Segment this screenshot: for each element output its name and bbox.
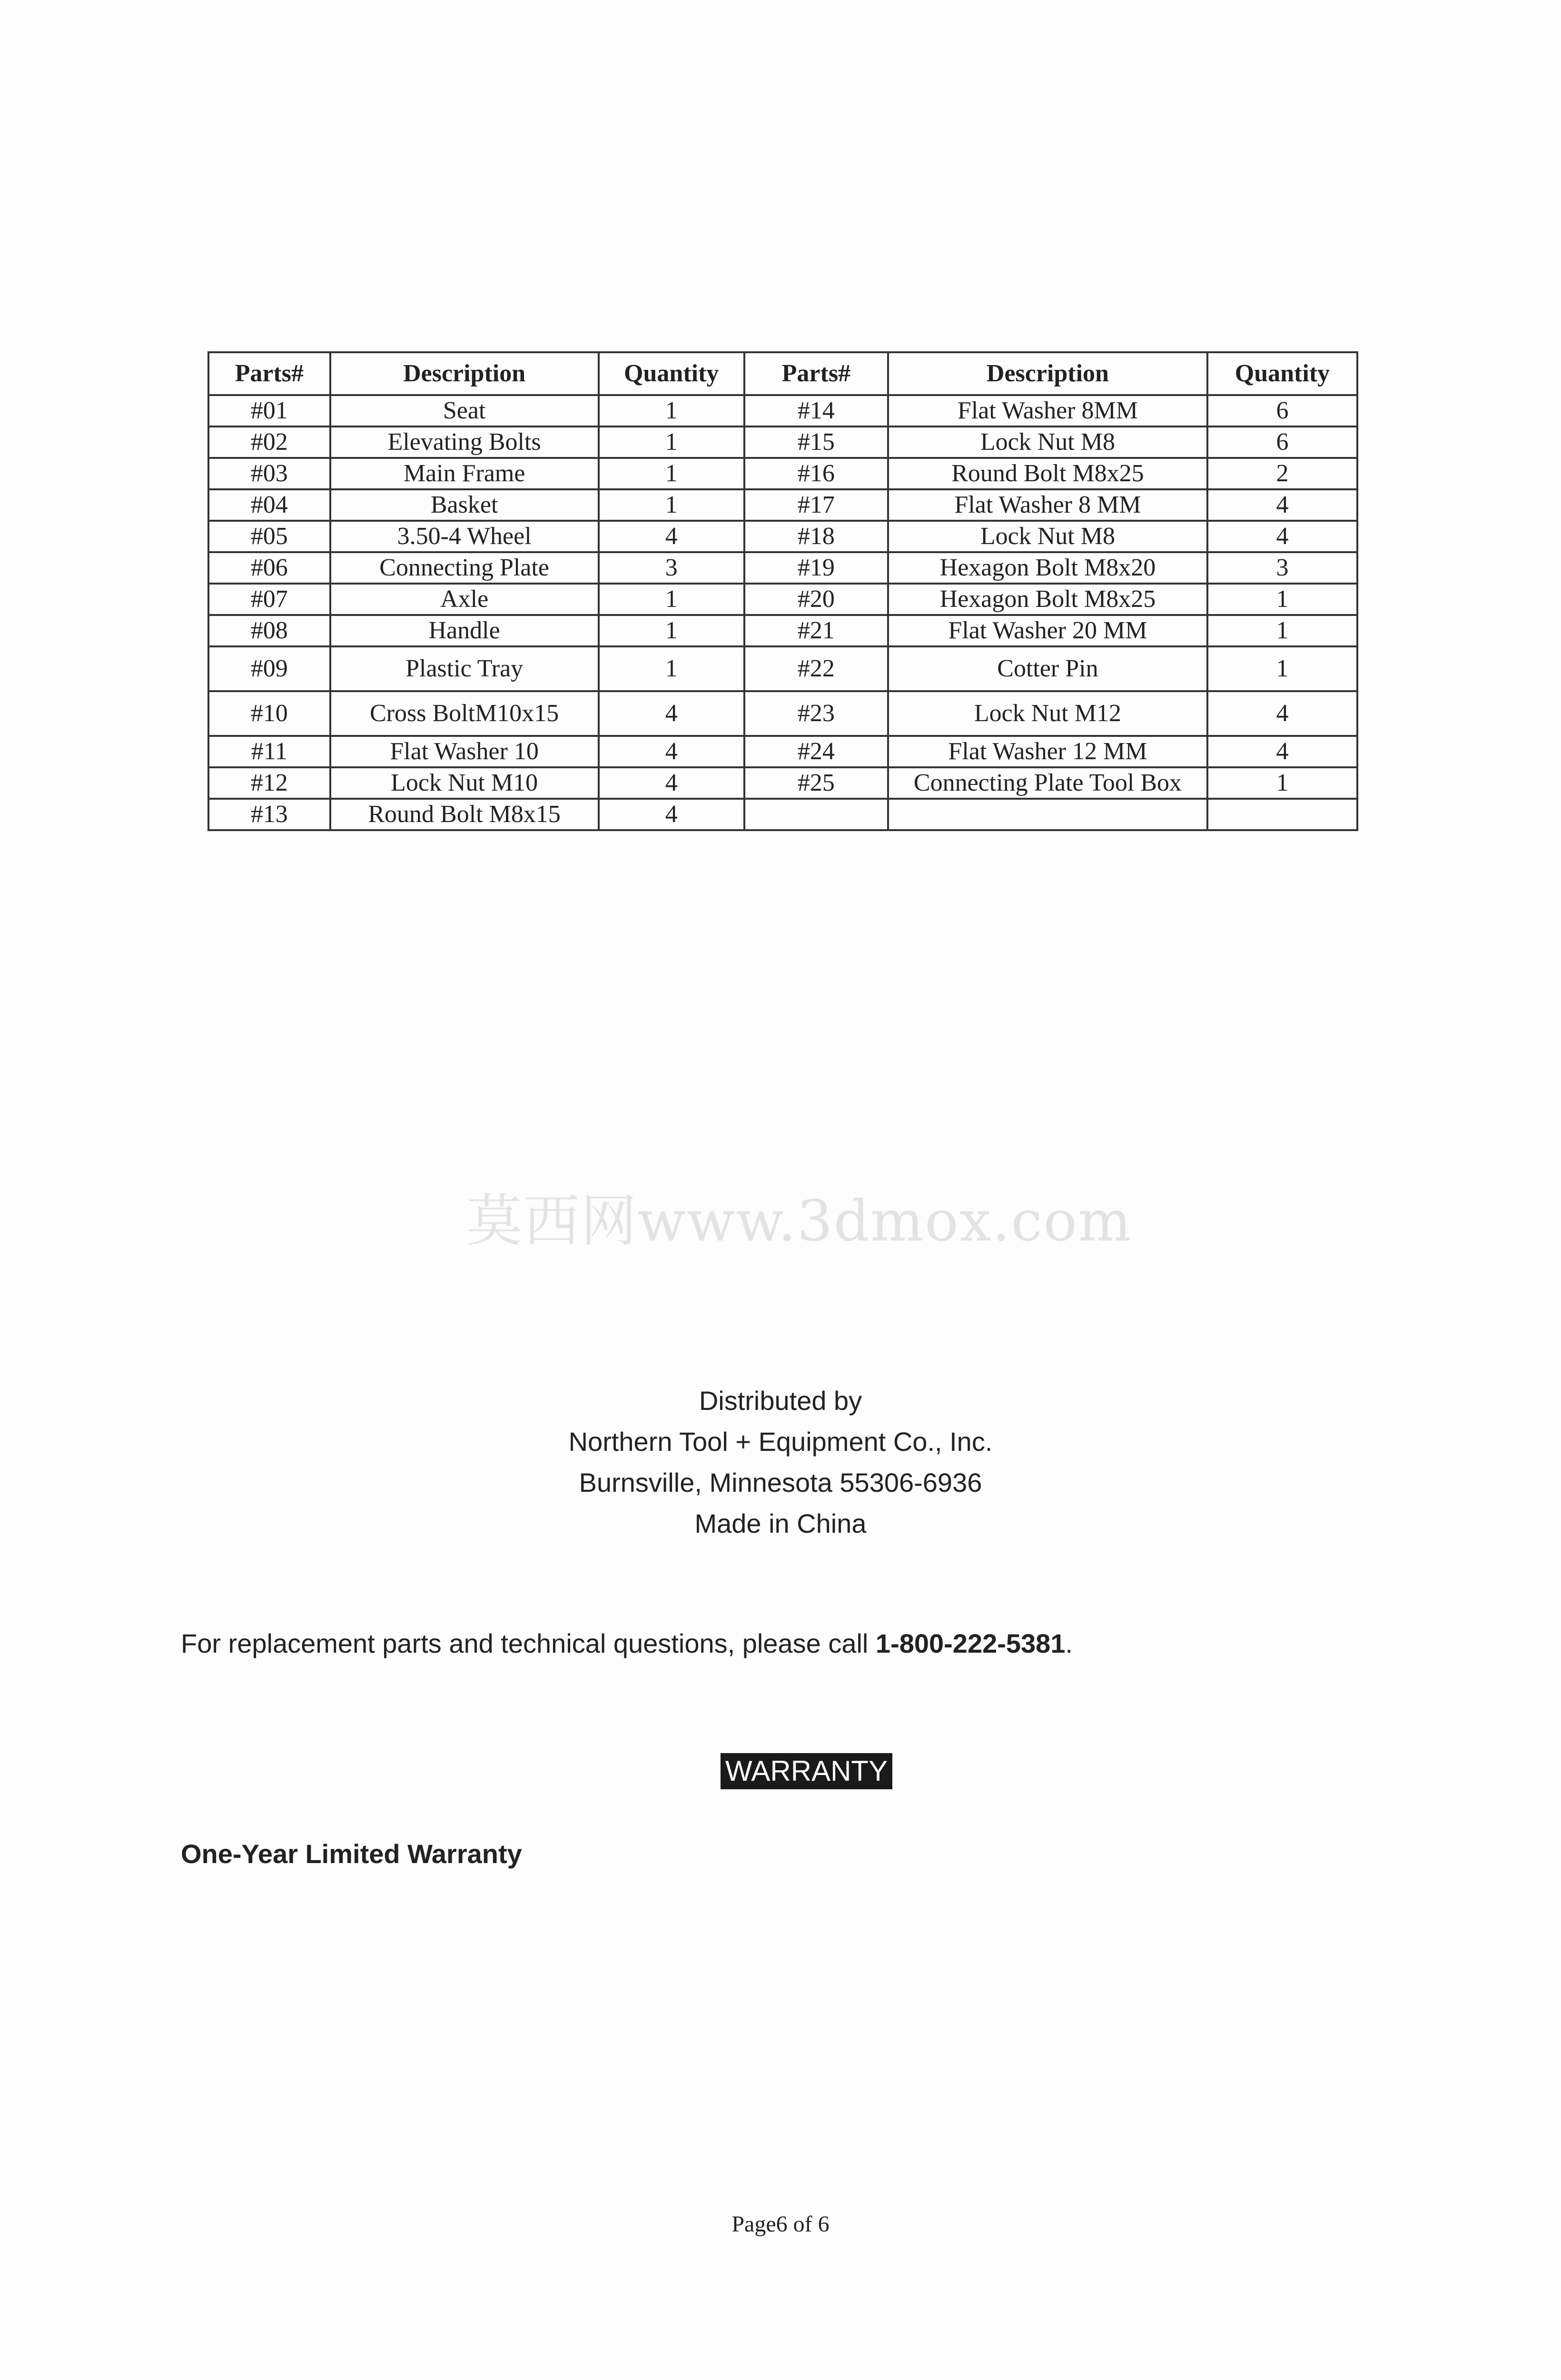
table-cell-d2: Lock Nut M8	[888, 426, 1207, 458]
table-cell-q2: 4	[1207, 691, 1357, 736]
contact-line	[181, 1628, 1073, 1659]
table-cell-d1: Seat	[330, 395, 599, 426]
distributor-name: Northern Tool + Equipment Co., Inc.	[568, 1427, 993, 1457]
parts-table-body	[208, 395, 1357, 830]
origin-label: Made in China	[694, 1508, 867, 1538]
warranty-title: One-Year Limited Warranty	[181, 1839, 522, 1869]
table-cell-d2: Flat Washer 20 MM	[888, 615, 1207, 646]
table-cell-p1: #06	[208, 552, 330, 584]
table-cell-p2: #18	[744, 521, 888, 552]
phone-number: 1-800-222-5381	[875, 1628, 1066, 1658]
table-row	[208, 489, 1357, 521]
table-row	[208, 521, 1357, 552]
table-cell-p2: #19	[744, 552, 888, 584]
table-cell-d2: Cotter Pin	[888, 646, 1207, 691]
table-cell-p1: #09	[208, 646, 330, 691]
table-cell-p2: #24	[744, 736, 888, 767]
header-description-2: Description	[888, 352, 1207, 395]
table-cell-q2: 6	[1207, 426, 1357, 458]
parts-table	[207, 351, 1358, 831]
table-cell-p1: #01	[208, 395, 330, 426]
table-cell-d2: Flat Washer 8MM	[888, 395, 1207, 426]
table-row	[208, 691, 1357, 736]
table-cell-p1: #03	[208, 458, 330, 489]
table-cell-p2: #23	[744, 691, 888, 736]
table-cell-q1: 1	[599, 584, 744, 615]
table-cell-q1: 4	[599, 691, 744, 736]
table-cell-q2: 4	[1207, 736, 1357, 767]
table-row	[208, 584, 1357, 615]
table-row	[208, 552, 1357, 584]
table-cell-q2: 1	[1207, 767, 1357, 799]
table-cell-p1: #08	[208, 615, 330, 646]
table-cell-p2: #15	[744, 426, 888, 458]
header-quantity-2: Quantity	[1207, 352, 1357, 395]
table-cell-q2: 4	[1207, 489, 1357, 521]
header-parts-2: Parts#	[744, 352, 888, 395]
table-cell-d1: Plastic Tray	[330, 646, 599, 691]
table-cell-p2: #14	[744, 395, 888, 426]
table-cell-q2: 3	[1207, 552, 1357, 584]
table-cell-p2: #21	[744, 615, 888, 646]
table-row	[208, 615, 1357, 646]
table-cell-d2: Flat Washer 8 MM	[888, 489, 1207, 521]
header-description-1: Description	[330, 352, 599, 395]
table-cell-q2: 1	[1207, 584, 1357, 615]
table-cell-d1: Cross BoltM10x15	[330, 691, 599, 736]
watermark: 莫西网www.3dmox.com	[466, 1188, 1133, 1254]
table-cell-q1: 1	[599, 646, 744, 691]
table-cell-d1: 3.50-4 Wheel	[330, 521, 599, 552]
table-cell-d1: Connecting Plate	[330, 552, 599, 584]
table-cell-p2	[744, 799, 888, 830]
table-cell-q2: 6	[1207, 395, 1357, 426]
table-cell-d1: Elevating Bolts	[330, 426, 599, 458]
table-cell-d1: Flat Washer 10	[330, 736, 599, 767]
table-row	[208, 646, 1357, 691]
table-row	[208, 395, 1357, 426]
table-cell-p1: #13	[208, 799, 330, 830]
distributor-block	[428, 1380, 1133, 1544]
table-cell-q1: 4	[599, 736, 744, 767]
distributed-by-label: Distributed by	[699, 1386, 862, 1416]
table-cell-p2: #25	[744, 767, 888, 799]
table-cell-q1: 4	[599, 799, 744, 830]
table-cell-q1: 1	[599, 615, 744, 646]
table-cell-d1: Lock Nut M10	[330, 767, 599, 799]
table-cell-d2: Connecting Plate Tool Box	[888, 767, 1207, 799]
table-row	[208, 799, 1357, 830]
table-cell-d1: Basket	[330, 489, 599, 521]
contact-text: For replacement parts and technical questions, please call	[181, 1628, 876, 1658]
table-cell-q1: 4	[599, 767, 744, 799]
table-header-row	[208, 352, 1357, 395]
header-quantity-1: Quantity	[599, 352, 744, 395]
table-row	[208, 767, 1357, 799]
table-cell-p1: #11	[208, 736, 330, 767]
table-cell-d2	[888, 799, 1207, 830]
table-cell-p1: #07	[208, 584, 330, 615]
table-cell-q1: 1	[599, 395, 744, 426]
distributor-address: Burnsville, Minnesota 55306-6936	[579, 1468, 982, 1497]
page-number: Page6 of 6	[731, 2211, 830, 2237]
table-cell-p2: #16	[744, 458, 888, 489]
table-cell-q1: 1	[599, 489, 744, 521]
table-cell-d2: Round Bolt M8x25	[888, 458, 1207, 489]
table-cell-q1: 3	[599, 552, 744, 584]
table-cell-p2: #20	[744, 584, 888, 615]
warranty-badge: WARRANTY	[721, 1753, 892, 1789]
table-cell-q1: 1	[599, 426, 744, 458]
table-cell-p1: #05	[208, 521, 330, 552]
table-cell-q2: 1	[1207, 646, 1357, 691]
table-row	[208, 458, 1357, 489]
table-cell-q1: 1	[599, 458, 744, 489]
table-cell-d2: Lock Nut M8	[888, 521, 1207, 552]
table-cell-p1: #10	[208, 691, 330, 736]
header-parts-1: Parts#	[208, 352, 330, 395]
table-cell-p1: #02	[208, 426, 330, 458]
table-cell-q1: 4	[599, 521, 744, 552]
table-cell-d2: Lock Nut M12	[888, 691, 1207, 736]
table-cell-p2: #22	[744, 646, 888, 691]
table-cell-d2: Flat Washer 12 MM	[888, 736, 1207, 767]
table-cell-d2: Hexagon Bolt M8x25	[888, 584, 1207, 615]
table-cell-q2	[1207, 799, 1357, 830]
table-cell-q2: 4	[1207, 521, 1357, 552]
table-row	[208, 426, 1357, 458]
table-cell-d2: Hexagon Bolt M8x20	[888, 552, 1207, 584]
table-cell-p2: #17	[744, 489, 888, 521]
table-cell-d1: Axle	[330, 584, 599, 615]
table-cell-d1: Handle	[330, 615, 599, 646]
table-cell-q2: 2	[1207, 458, 1357, 489]
table-cell-p1: #04	[208, 489, 330, 521]
contact-suffix: .	[1065, 1628, 1073, 1658]
table-row	[208, 736, 1357, 767]
table-cell-q2: 1	[1207, 615, 1357, 646]
table-cell-d1: Round Bolt M8x15	[330, 799, 599, 830]
table-cell-p1: #12	[208, 767, 330, 799]
table-cell-d1: Main Frame	[330, 458, 599, 489]
